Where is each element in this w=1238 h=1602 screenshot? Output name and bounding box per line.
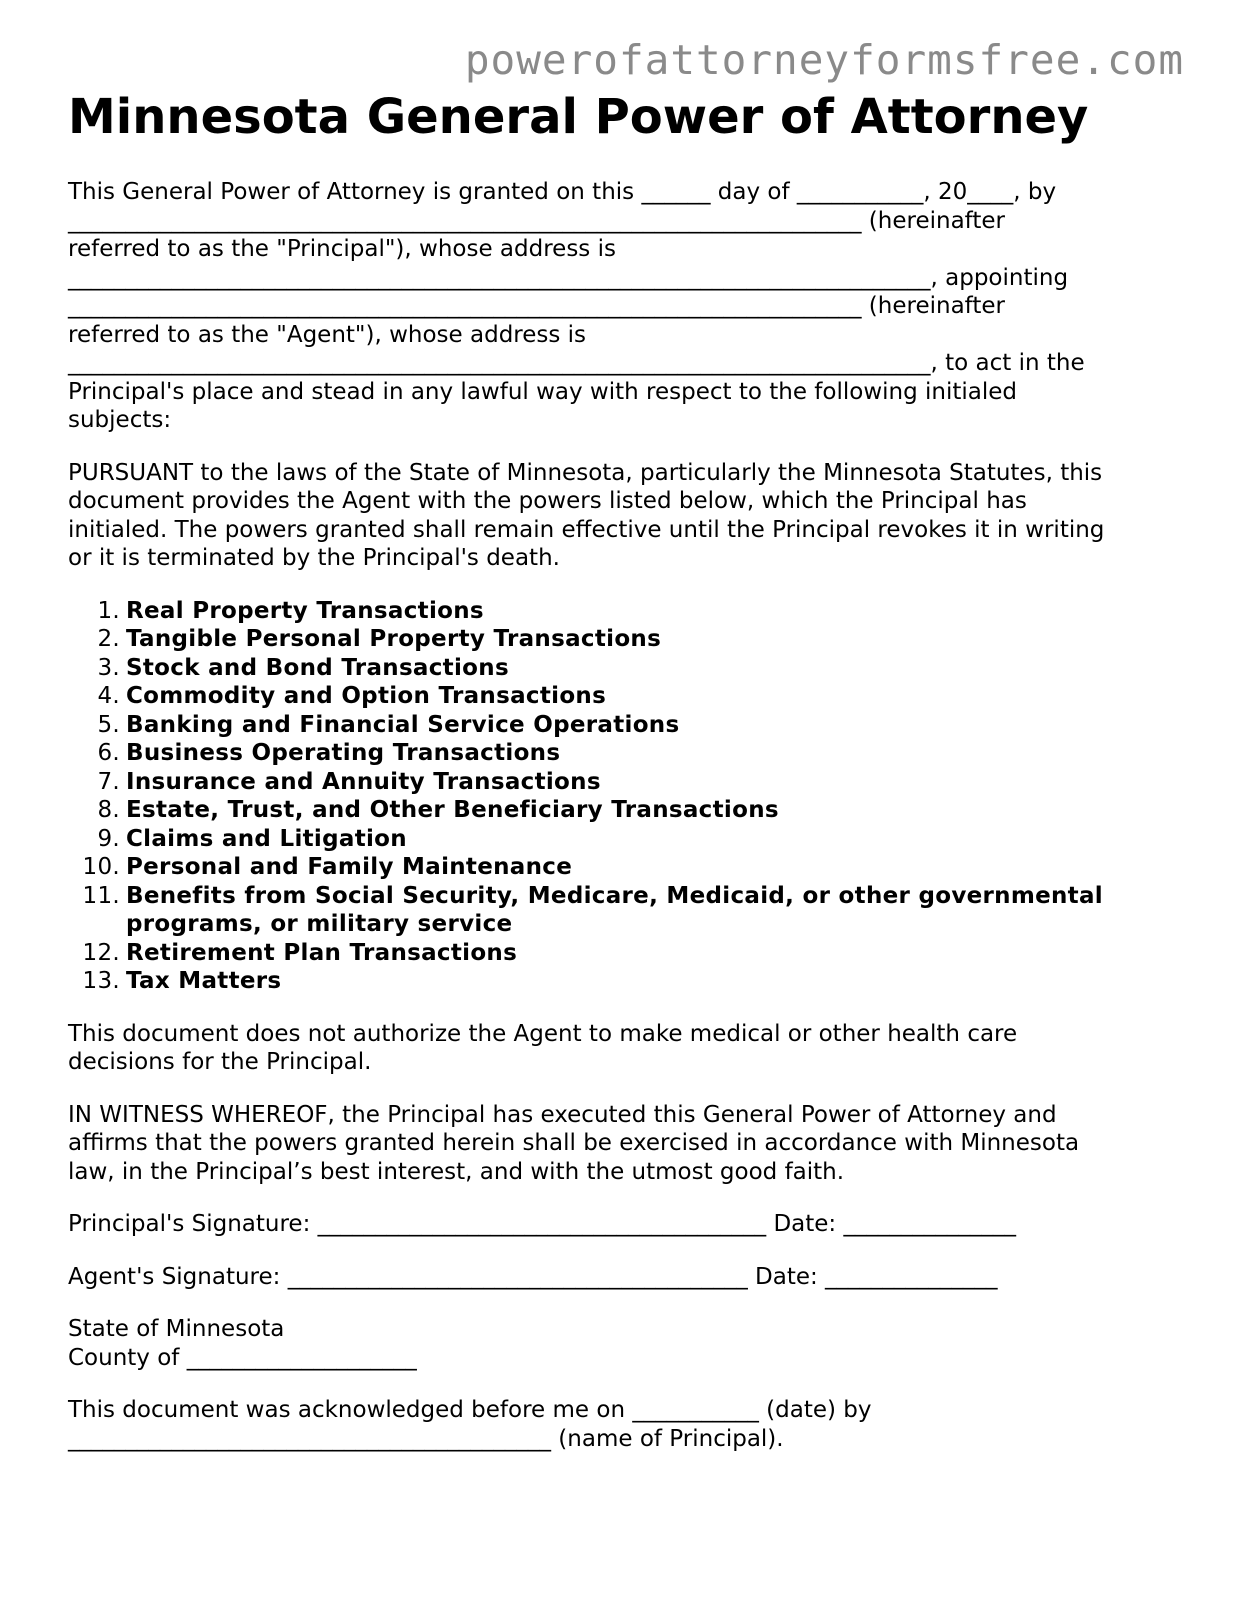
pursuant-line: initialed. The powers granted shall remain effective until the Principal revokes it in writing <box>68 516 1105 543</box>
state-line: State of Minnesota <box>68 1316 285 1342</box>
intro-paragraph <box>68 178 1178 435</box>
health-care-disclaimer: This document does not authorize the Agent to make medical or other health care decisions for the Principal. <box>68 1020 1018 1075</box>
power-label: Real Property Transactions <box>126 597 484 624</box>
list-item: 13. Tax Matters <box>82 968 282 994</box>
power-label: Tangible Personal Property Transactions <box>126 626 662 652</box>
agent-signature-line: Agent's Signature: ________________________________________ Date: _______________ <box>68 1263 998 1290</box>
notary-venue <box>68 1315 1178 1372</box>
list-item: 3. Stock and Bond Transactions <box>97 654 509 681</box>
intro-line: referred to as the "Principal"), whose address is <box>68 236 616 262</box>
acknowledgment-paragraph: This document was acknowledged before me on ___________ (date) by __________________________________________ (name of Principal). <box>68 1397 872 1452</box>
list-item: 2. Tangible Personal Property Transactions <box>97 626 662 652</box>
power-label: Business Operating Transactions <box>126 740 561 766</box>
pursuant-line: or it is terminated by the Principal's death. <box>68 545 560 571</box>
list-item: 11. Benefits from Social Security, Medicare, Medicaid, or other governmental programs, or military service <box>68 882 1178 939</box>
watermark-site-name: powerofattorneyformsfree.com <box>464 36 1184 84</box>
list-item: 9. Claims and Litigation <box>97 825 407 852</box>
list-item: 1. Real Property Transactions <box>97 597 484 624</box>
agent-address-blank: ___________________________________________________________________________, to act in the <box>68 350 1085 376</box>
power-label: Banking and Financial Service Operations <box>126 711 680 738</box>
list-item: 6. Business Operating Transactions <box>97 740 561 766</box>
power-label: Tax Matters <box>126 968 282 994</box>
power-label: Insurance and Annuity Transactions <box>126 768 601 795</box>
document-title: Minnesota General Power of Attorney <box>68 89 1089 145</box>
list-item: 8. Estate, Trust, and Other Beneficiary Transactions <box>97 797 779 823</box>
power-label: Stock and Bond Transactions <box>126 654 509 681</box>
agent-name-blank: _____________________________________________________________________ (hereinafter <box>68 293 1005 319</box>
list-item: 5. Banking and Financial Service Operations <box>97 711 680 738</box>
power-label: Personal and Family Maintenance <box>126 854 573 880</box>
list-item: 10. Personal and Family Maintenance <box>82 854 573 880</box>
power-label: Estate, Trust, and Other Beneficiary Transactions <box>126 797 779 823</box>
principal-signature-line: Principal's Signature: _______________________________________ Date: _______________ <box>68 1211 1016 1237</box>
witness-paragraph: IN WITNESS WHEREOF, the Principal has executed this General Power of Attorney and affirms that the powers granted herein shall be exercised in accordance with Minnesota law, in the Principal’s best interest, and with the utmost good faith. <box>68 1101 1080 1185</box>
pursuant-line: document provides the Agent with the powers listed below, which the Principal has <box>68 488 1027 514</box>
principal-name-blank: _____________________________________________________________________ (hereinafter <box>68 207 1005 234</box>
power-label: Benefits from Social Security, Medicare, Medicaid, or other governmental programs, or military service <box>126 882 1103 937</box>
list-item: 7. Insurance and Annuity Transactions <box>97 768 601 795</box>
pursuant-paragraph <box>68 459 1178 573</box>
powers-list <box>68 597 1178 996</box>
principal-address-blank: ___________________________________________________________________________, appointing <box>68 264 1069 291</box>
power-label: Commodity and Option Transactions <box>126 683 607 709</box>
intro-line: referred to as the "Agent"), whose address is <box>68 321 587 348</box>
pursuant-line: PURSUANT to the laws of the State of Minnesota, particularly the Minnesota Statutes, this <box>68 459 1103 486</box>
list-item: 12. Retirement Plan Transactions <box>82 939 518 966</box>
intro-line: subjects: <box>68 407 172 433</box>
list-item: 4. Commodity and Option Transactions <box>97 683 607 709</box>
county-line: County of ____________________ <box>68 1344 417 1371</box>
intro-line: This General Power of Attorney is granted on this ______ day of ___________, 20____, by <box>68 179 1057 205</box>
intro-line: Principal's place and stead in any lawful way with respect to the following initialed <box>68 378 1018 405</box>
power-label: Claims and Litigation <box>126 825 407 852</box>
power-label: Retirement Plan Transactions <box>126 939 518 966</box>
document-page <box>68 86 1178 1453</box>
